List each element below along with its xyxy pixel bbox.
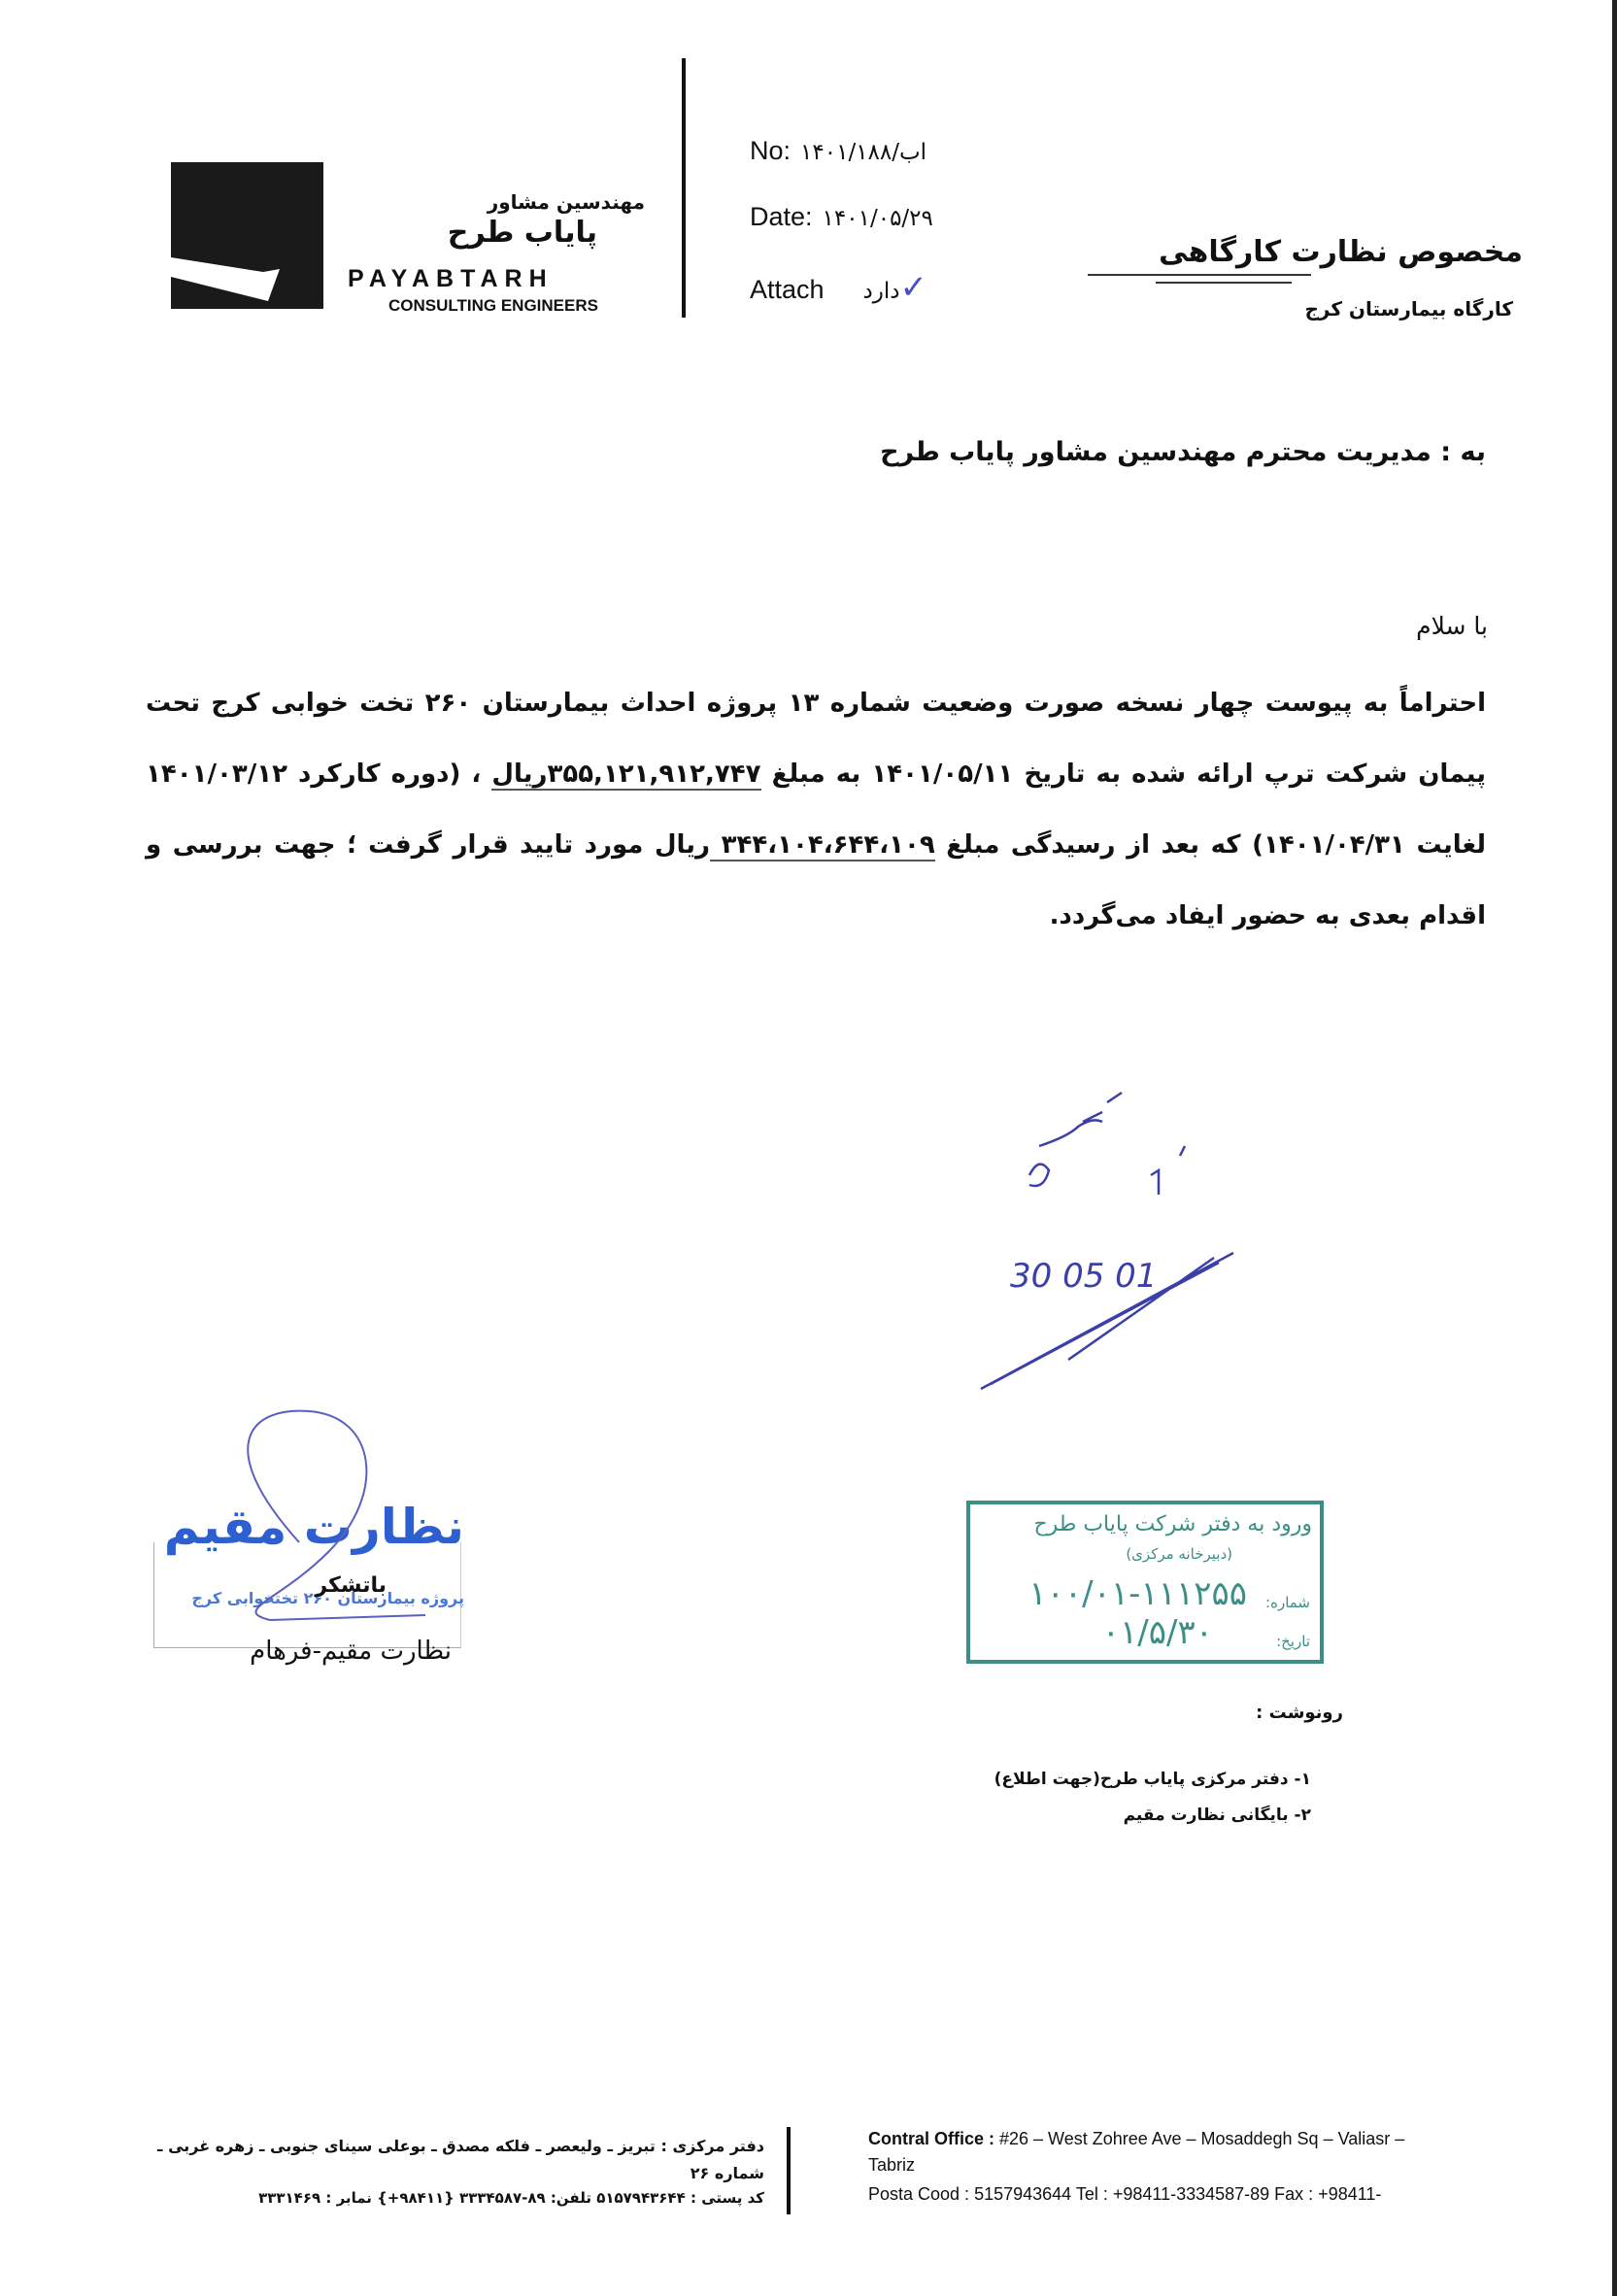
receipt-stamp [966,1501,1324,1664]
letter-attach [750,268,927,307]
scan-edge [1612,0,1617,2296]
amount-approved: ۳۴۴،۱۰۴،۶۴۴،۱۰۹ [710,830,935,860]
receipt-number: ۱۰۰/۰۱-۱۱۱۲۵۵ [1028,1574,1247,1613]
supervision-stamp [153,1406,464,1649]
date-value: ۱۴۰۱/۰۵/۲۹ [822,206,933,231]
body-text: ریال مورد تایید قرار گرفت ؛ جهت بررسی و اقدام بعدی به حضور ایفاد می‌گردد. [146,830,1486,930]
logo-name-fa: پایاب طرح [447,216,597,250]
footer-city: Tabriz [868,2155,916,2175]
footer-contact-fa: کد پستی : ۵۱۵۷۹۴۳۶۴۴ تلفن: ۸۹-۳۳۳۴۵۸۷ {۹۸۴۱۱+} نمابر : ۳۳۳۱۴۶۹ [258,2189,764,2207]
greeting: با سلام [1416,612,1488,640]
receipt-date-label: تاریخ: [1276,1633,1310,1650]
no-value: ۱۴۰۱/اب/۱۸۸ [800,140,927,165]
no-label: No: [750,136,792,165]
body-text: ، (دوره کارکرد ۱۴۰۱/۰۳/۱۲ لغایت ۱۴۰۱/۰۴/۳۱) که بعد از رسیدگی مبلغ [146,760,1486,860]
confidential-label: مخصوص نظارت کارگاهی [1159,235,1523,269]
body-text: احتراماً به پیوست چهار نسخه صورت وضعیت شماره ۱۳ پروژه احداث بیمارستان ۲۶۰ تخت خوابی کرج تحت پیمان شرکت ترپ ارائه شده به تاریخ ۱۴۰۱/۰۵/۱۱ به مبلغ [146,689,1486,789]
stamp-project: پروژه بیمارستان ۲۶۰ تختخوابی کرج [191,1589,464,1607]
footer-address-fa: دفتر مرکزی : تبریز ـ ولیعصر ـ فلکه مصدق ـ بوعلی سینای جنوبی ـ زهره غربی ـ [157,2137,764,2155]
logo-name-en: PAYABTARH [348,265,554,292]
receipt-title: ورود به دفتر شرکت پایاب طرح [1033,1512,1312,1536]
office-address: #26 – West Zohree Ave – Mosaddegh Sq – Valiasr – [994,2129,1405,2148]
site-label: کارگاه بیمارستان کرج [1304,297,1513,321]
handwritten-signature [971,1088,1253,1399]
signature-loop [153,1406,464,1649]
stamp-thanks: باتشکر [315,1573,387,1598]
attach-label: Attach [750,275,825,304]
logo-subtitle-en: CONSULTING ENGINEERS [388,296,598,315]
cc-item: ۱- دفتر مرکزی پایاب طرح(جهت اطلاع) [994,1770,1311,1789]
date-label: Date: [750,202,813,231]
stamp-title: نظارت مقیم [163,1499,464,1555]
cc-label: رونوشت : [1256,1703,1343,1723]
recipient: به : مدیریت محترم مهندسین مشاور پایاب طرح [880,437,1486,467]
footer-address-fa: شماره ۲۶ [690,2164,764,2182]
receipt-date: ۰۱/۵/۳۰ [1101,1613,1213,1652]
footer-address-en [868,2129,1404,2149]
letter-body [146,668,1486,952]
letter-number [750,136,926,166]
header-divider [682,58,686,318]
footer-contact-en: Posta Cood : 5157943644 Tel : +98411-3334587-89 Fax : +98411- [868,2184,1382,2204]
logo-subtitle-fa: مهندسین مشاور [487,190,645,214]
footer-divider [787,2127,791,2214]
amount-submitted: ۳۵۵,۱۲۱,۹۱۲,۷۴۷ریال [491,760,761,789]
letter-date [750,202,933,232]
underline [1088,274,1311,276]
signer-name: نظارت مقیم-فرهام [250,1637,452,1666]
company-logo [171,162,323,309]
attach-value: دارد [862,279,900,304]
cc-item: ۲- بایگانی نظارت مقیم [1123,1806,1311,1825]
underline [1156,282,1292,284]
svg-text:30 05 01: 30 05 01 [1010,1257,1158,1296]
office-label: Contral Office : [868,2129,995,2148]
receipt-subtitle: (دبیرخانه مرکزی) [1126,1545,1232,1563]
receipt-number-label: شماره: [1265,1594,1310,1611]
checkmark-icon: ✓ [899,269,928,306]
logo-mark-icon [171,162,323,309]
